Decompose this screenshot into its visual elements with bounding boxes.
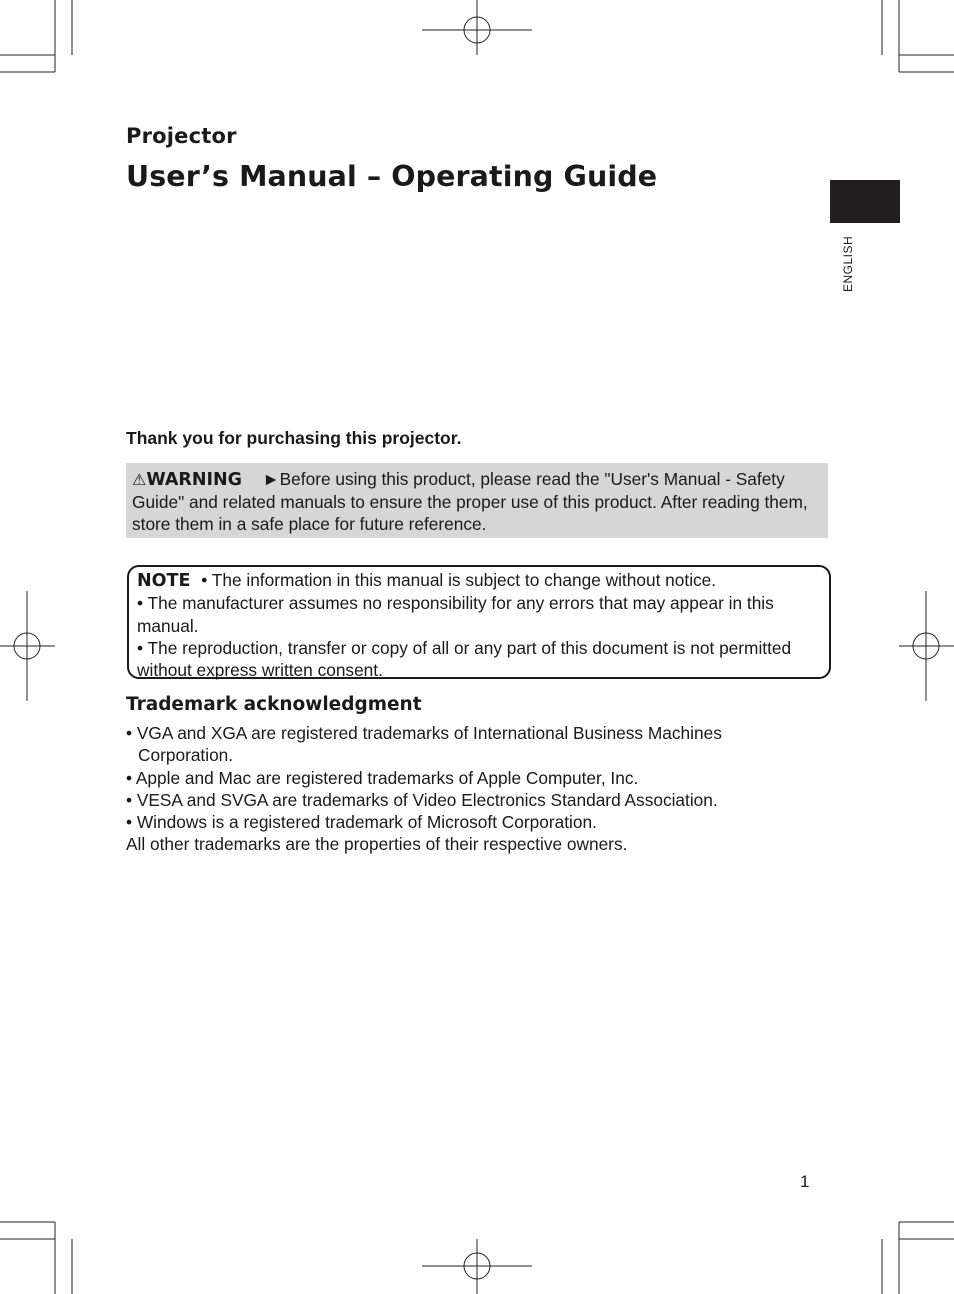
list-item: • VESA and SVGA are trademarks of Video Electronics Standard Association. [126, 789, 718, 810]
list-item: • Apple and Mac are registered trademarks of Apple Computer, Inc. [126, 767, 639, 788]
note-item: • The manufacturer assumes no responsibility for any errors that may appear in this manual. [137, 593, 774, 636]
warning-label: WARNING [146, 470, 243, 490]
page-title: User’s Manual – Operating Guide [126, 160, 658, 193]
warning-text: Before using this product, please read the "User's Manual - Safety Guide" and related manuals to ensure the proper use of this product. After reading them, store them in a safe place for future reference. [132, 469, 808, 534]
note-item-text: • The information in this manual is subject to change without notice. [201, 570, 717, 590]
warning-triangle-icon: ⚠ [132, 470, 147, 489]
language-tab [830, 180, 900, 223]
list-item: • VGA and XGA are registered trademarks of International Business Machines Corporation. [126, 723, 722, 766]
trademark-footer: All other trademarks are the properties of their respective owners. [126, 834, 628, 854]
warning-box [126, 463, 828, 538]
warning-heading [132, 470, 248, 490]
thank-you-text: Thank you for purchasing this projector. [126, 428, 462, 448]
note-item [137, 569, 822, 592]
note-item: • The reproduction, transfer or copy of all or any part of this document is not permitted without express written consent. [137, 637, 792, 681]
language-label: ENGLISH [841, 235, 855, 292]
warning-pointer-icon: ► [262, 469, 280, 489]
trademark-list [126, 722, 816, 833]
note-label: NOTE [137, 571, 191, 591]
trademark-heading: Trademark acknowledgment [126, 694, 422, 715]
document-subtitle: Projector [126, 124, 237, 148]
note-box [127, 565, 831, 679]
page-number: 1 [800, 1172, 810, 1191]
list-item: • Windows is a registered trademark of Microsoft Corporation. [126, 812, 597, 833]
